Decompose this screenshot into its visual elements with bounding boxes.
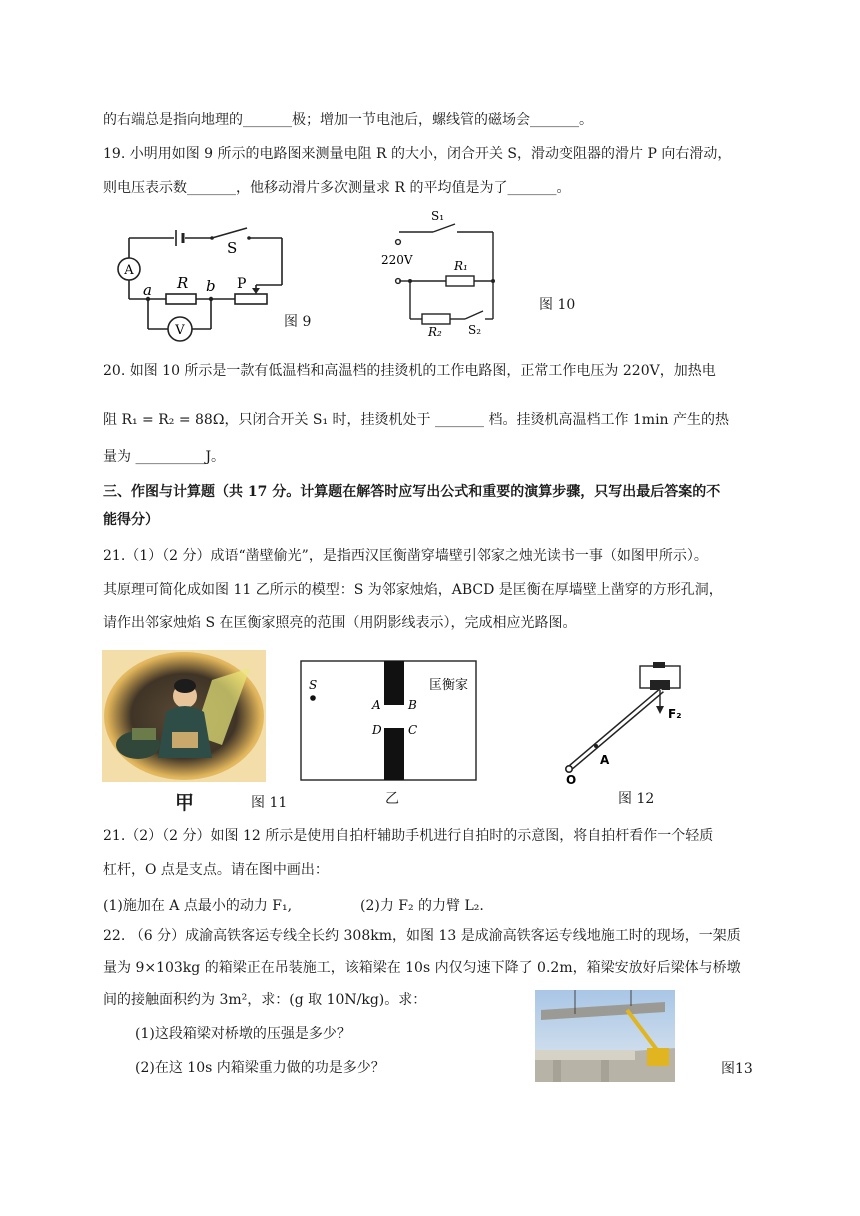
point-d-label: D [372,723,382,737]
ammeter-label: A [124,263,134,278]
sub-question-2: (2)在这 10s 内箱梁重力做的功是多少？ [135,1060,385,1076]
voltmeter-label: V [175,323,185,338]
text-line: 阻 R₁ = R₂ = 88Ω，只闭合开关 S₁ 时，挂烫机处于 _______ 档。挂烫机高温档工作 1min 产生的热 [103,412,730,428]
point-c-label: C [408,723,418,737]
question-21-2: 21.（2）（2 分）如图 12 所示是使用自拍杆辅助手机进行自拍时的示意图，将自拍杆看作一个轻质 [103,828,714,844]
section-heading: 能得分） [103,512,159,528]
question-21-1: 21.（1）（2 分）成语“凿壁偷光”，是指西汉匡衡凿穿墙壁引邻家之烛光读书一事（如图甲所示）。 [103,548,708,564]
force-f2-label: F₂ [668,707,682,721]
resistor-label: R [177,274,189,292]
switch-s1-label: S₁ [431,209,445,223]
text-line: 间的接触面积约为 3m²，求：(g 取 10N/kg)。求： [103,992,427,1008]
point-b-label: B [408,698,417,712]
figure-9-caption: 图 9 [284,314,312,330]
point-a-label: A [600,753,610,767]
node-a-label: a [143,281,152,299]
text-line: 其原理可简化成如图 11 乙所示的模型：S 为邻家烛焰，ABCD 是匡衡在厚墙壁上凿穿的方形孔洞， [103,582,723,598]
text-line: 量为 9×103kg 的箱梁正在吊装施工，该箱梁在 10s 内仅匀速下降了 0.2m，箱梁安放好后梁体与桥墩 [103,960,741,976]
house-label: 匡衡家 [429,678,469,693]
switch-label: S [227,239,238,257]
pivot-o-label: O [566,773,577,785]
text-line: (1)施加在 A 点最小的动力 F₁, [103,898,293,914]
node-b-label: b [206,277,216,295]
text-line: 则电压表示数_______，他移动滑片多次测量求 R 的平均值是为了_______。 [103,180,571,196]
point-s-label: S [309,678,318,692]
figure-11-yi-diagram [300,660,478,782]
section-heading: 三、作图与计算题（共 17 分。计算题在解答时应写出公式和重要的演算步骤，只写出最后答案的不 [103,484,721,500]
figure-13-photo [535,990,675,1082]
text-line: 量为 __________J。 [103,449,226,465]
text-line: (2)力 F₂ 的力臂 L₂. [360,898,484,914]
figure-10-caption: 图 10 [539,297,576,313]
slider-label: P [237,276,247,292]
figure-12-diagram [558,660,718,785]
resistor-r2-label: R₂ [428,325,442,339]
question-22: 22. （6 分）成渝高铁客运专线全长约 308km，如图 13 是成渝高铁客运专线地施工时的现场，一架质 [103,928,741,944]
resistor-r1-label: R₁ [454,259,468,273]
question-19: 19. 小明用如图 9 所示的电路图来测量电阻 R 的大小，闭合开关 S，滑动变阻器的滑片 P 向右滑动， [103,146,732,162]
figure-12-caption: 图 12 [618,791,655,807]
point-a-label: A [372,698,381,712]
sub-question-1: (1)这段箱梁对桥墩的压强是多少？ [135,1026,351,1042]
text-line: 的右端总是指向地理的_______极；增加一节电池后，螺线管的磁场会_______。 [103,112,593,128]
switch-s2-label: S₂ [468,323,482,337]
text-line: 请作出邻家烛焰 S 在匡衡家照亮的范围（用阴影线表示），完成相应光路图。 [103,615,577,631]
question-20: 20. 如图 10 所示是一款有低温档和高温档的挂烫机的工作电路图，正常工作电压为 220V，加热电 [103,363,716,379]
figure-10-circuit [378,208,498,340]
figure-11-caption: 图 11 [251,795,288,811]
voltage-label: 220V [381,253,413,267]
figure-11-jia-illustration [102,650,266,782]
figure-11-jia-label: 甲 [175,792,195,814]
figure-11-yi-label: 乙 [385,791,399,807]
text-line: 杠杆，O 点是支点。请在图中画出： [103,862,329,878]
figure-13-caption: 图13 [721,1061,753,1077]
